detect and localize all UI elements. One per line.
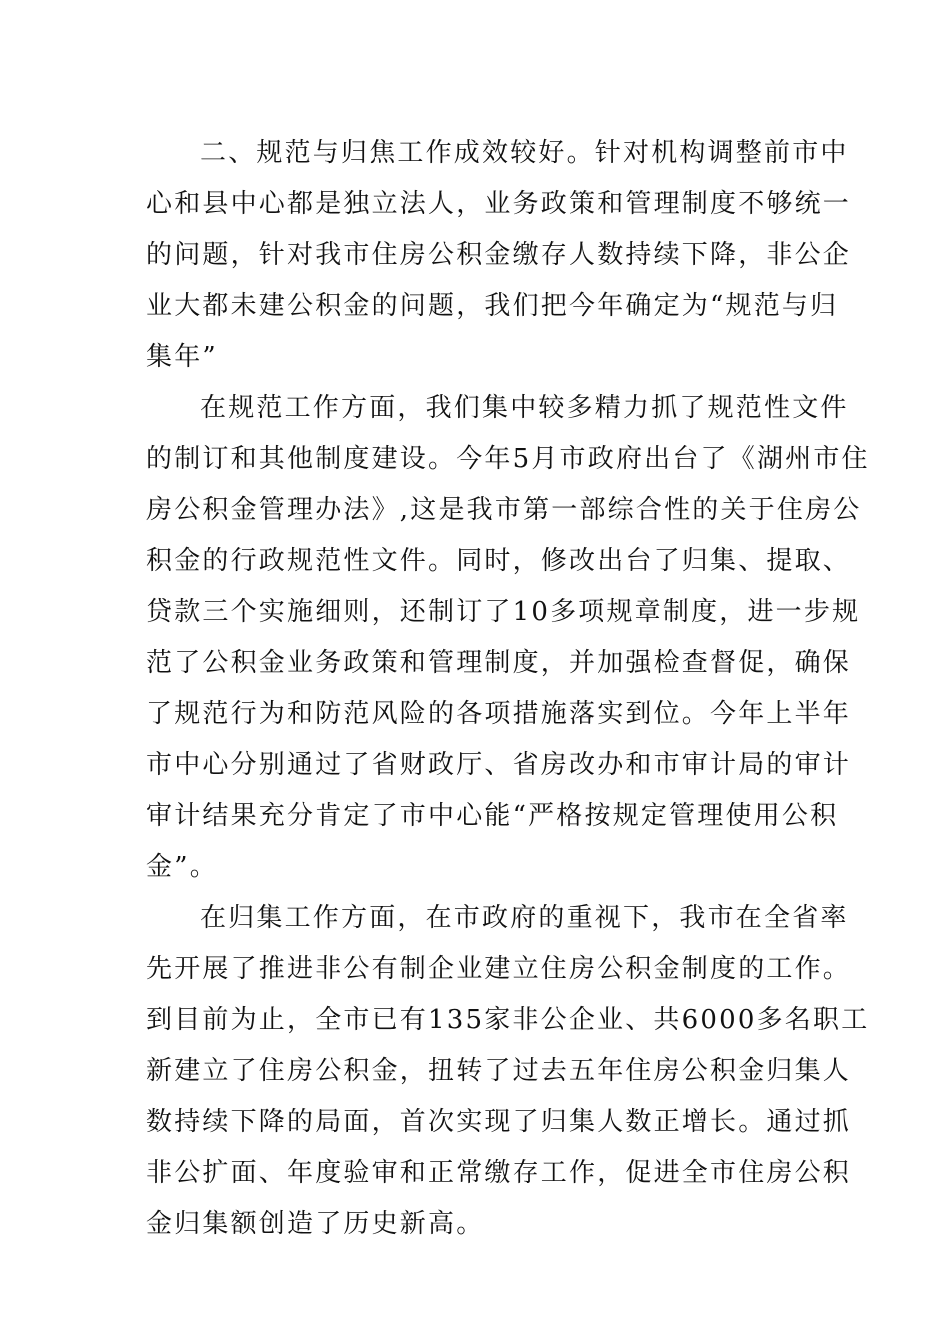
paragraph-line: 金归集额创造了历史新高。 [146,1209,485,1239]
paragraph-2 [146,383,870,893]
paragraph-line: 到目前为止，全市已有135家非公企业、共6000多名职工 [146,1005,870,1035]
paragraph-line: 在规范工作方面，我们集中较多精力抓了规范性文件 [200,393,849,423]
document-body [146,128,870,1250]
paragraph-line: 非公扩面、年度验审和正常缴存工作，促进全市住房公积 [146,1158,852,1188]
paragraph-line: 在归集工作方面，在市政府的重视下，我市在全省率 [200,903,849,933]
paragraph-1 [146,128,852,383]
paragraph-line: 金”。 [146,852,218,882]
paragraph-line: 的问题，针对我市住房公积金缴存人数持续下降，非公企 [146,240,852,270]
paragraph-line: 数持续下降的局面，首次实现了归集人数正增长。通过抓 [146,1107,852,1137]
paragraph-line: 了规范行为和防范风险的各项措施落实到位。今年上半年 [146,699,852,729]
paragraph-line: 范了公积金业务政策和管理制度，并加强检查督促，确保 [146,648,852,678]
paragraph-3 [146,893,870,1250]
paragraph-line: 市中心分别通过了省财政厅、省房改办和市审计局的审计 [146,750,852,780]
paragraph-line: 审计结果充分肯定了市中心能“严格按规定管理使用公积 [146,801,839,831]
paragraph-line: 集年” [146,342,218,372]
paragraph-line: 贷款三个实施细则，还制订了10多项规章制度，进一步规 [146,597,861,627]
paragraph-line: 房公积金管理办法》,这是我市第一部综合性的关于住房公 [146,495,862,525]
paragraph-line: 先开展了推进非公有制企业建立住房公积金制度的工作。 [146,954,852,984]
paragraph-line: 的制订和其他制度建设。今年5月市政府出台了《湖州市住 [146,444,870,474]
paragraph-line: 业大都未建公积金的问题，我们把今年确定为“规范与归 [146,291,839,321]
paragraph-line: 新建立了住房公积金，扭转了过去五年住房公积金归集人 [146,1056,852,1086]
paragraph-line: 积金的行政规范性文件。同时，修改出台了归集、提取、 [146,546,852,576]
paragraph-line: 二、规范与归焦工作成效较好。针对机构调整前市中 [200,138,849,168]
paragraph-line: 心和县中心都是独立法人，业务政策和管理制度不够统一 [146,189,852,219]
